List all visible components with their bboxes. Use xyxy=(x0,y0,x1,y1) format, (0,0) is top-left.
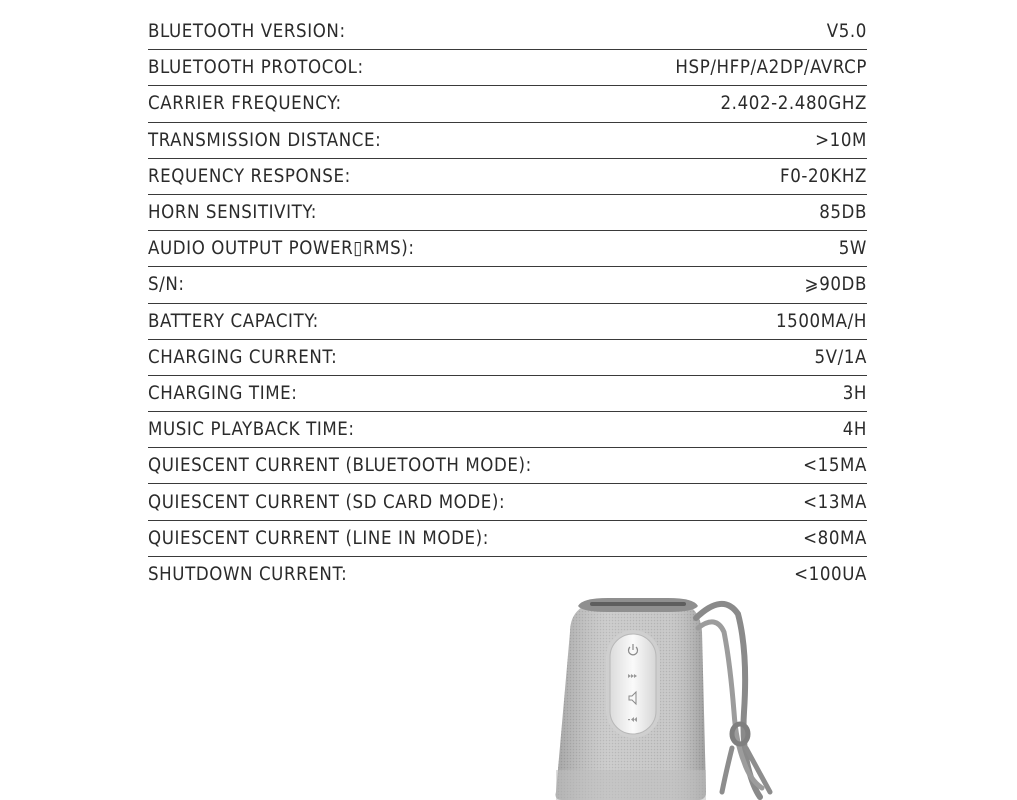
spec-row xyxy=(148,195,867,231)
spec-label: BATTERY CAPACITY: xyxy=(148,310,319,332)
spec-label: CHARGING TIME: xyxy=(148,382,298,404)
spec-label: QUIESCENT CURRENT (LINE IN MODE): xyxy=(148,527,489,549)
spec-value: >10M xyxy=(815,129,867,151)
spec-label: CHARGING CURRENT: xyxy=(148,346,338,368)
lanyard-strap xyxy=(696,604,770,797)
spec-table xyxy=(148,14,867,593)
spec-row xyxy=(148,159,867,195)
spec-value: 5W xyxy=(838,238,867,260)
spec-label: HORN SENSITIVITY: xyxy=(148,202,317,224)
spec-label: QUIESCENT CURRENT (BLUETOOTH MODE): xyxy=(148,455,532,477)
spec-row xyxy=(148,376,867,412)
spec-value: <15MA xyxy=(803,455,867,477)
spec-label: CARRIER FREQUENCY: xyxy=(148,93,342,115)
spec-row xyxy=(148,50,867,86)
spec-row xyxy=(148,340,867,376)
spec-value: ⩾90DB xyxy=(804,274,867,296)
spec-label: BLUETOOTH PROTOCOL: xyxy=(148,57,364,79)
spec-label: QUIESCENT CURRENT (SD CARD MODE): xyxy=(148,491,506,513)
speaker-product-image xyxy=(548,592,808,800)
spec-row xyxy=(148,267,867,303)
spec-row xyxy=(148,86,867,122)
spec-label: MUSIC PLAYBACK TIME: xyxy=(148,419,355,441)
spec-label: AUDIO OUTPUT POWER▯RMS): xyxy=(148,238,415,260)
spec-row xyxy=(148,304,867,340)
spec-value: <13MA xyxy=(803,491,867,513)
spec-row xyxy=(148,557,867,593)
spec-row xyxy=(148,521,867,557)
spec-label: REQUENCY RESPONSE: xyxy=(148,165,351,187)
spec-row xyxy=(148,231,867,267)
spec-value: F0-20KHZ xyxy=(780,165,867,187)
spec-label: SHUTDOWN CURRENT: xyxy=(148,564,348,586)
spec-row xyxy=(148,484,867,520)
spec-value: 85DB xyxy=(819,202,867,224)
spec-value: V5.0 xyxy=(826,21,867,43)
spec-value: HSP/HFP/A2DP/AVRCP xyxy=(675,57,867,79)
spec-value: <80MA xyxy=(803,527,867,549)
spec-row xyxy=(148,412,867,448)
spec-row xyxy=(148,14,867,50)
spec-value: 3H xyxy=(842,382,867,404)
spec-row xyxy=(148,123,867,159)
spec-value: 1500MA/H xyxy=(775,310,867,332)
spec-label: TRANSMISSION DISTANCE: xyxy=(148,129,382,151)
spec-value: 2.402-2.480GHZ xyxy=(720,93,867,115)
spec-label: S/N: xyxy=(148,274,185,296)
spec-value: 4H xyxy=(842,419,867,441)
spec-row xyxy=(148,448,867,484)
spec-value: <100UA xyxy=(794,564,867,586)
control-panel xyxy=(606,630,660,738)
spec-label: BLUETOOTH VERSION: xyxy=(148,21,346,43)
spec-value: 5V/1A xyxy=(814,346,867,368)
